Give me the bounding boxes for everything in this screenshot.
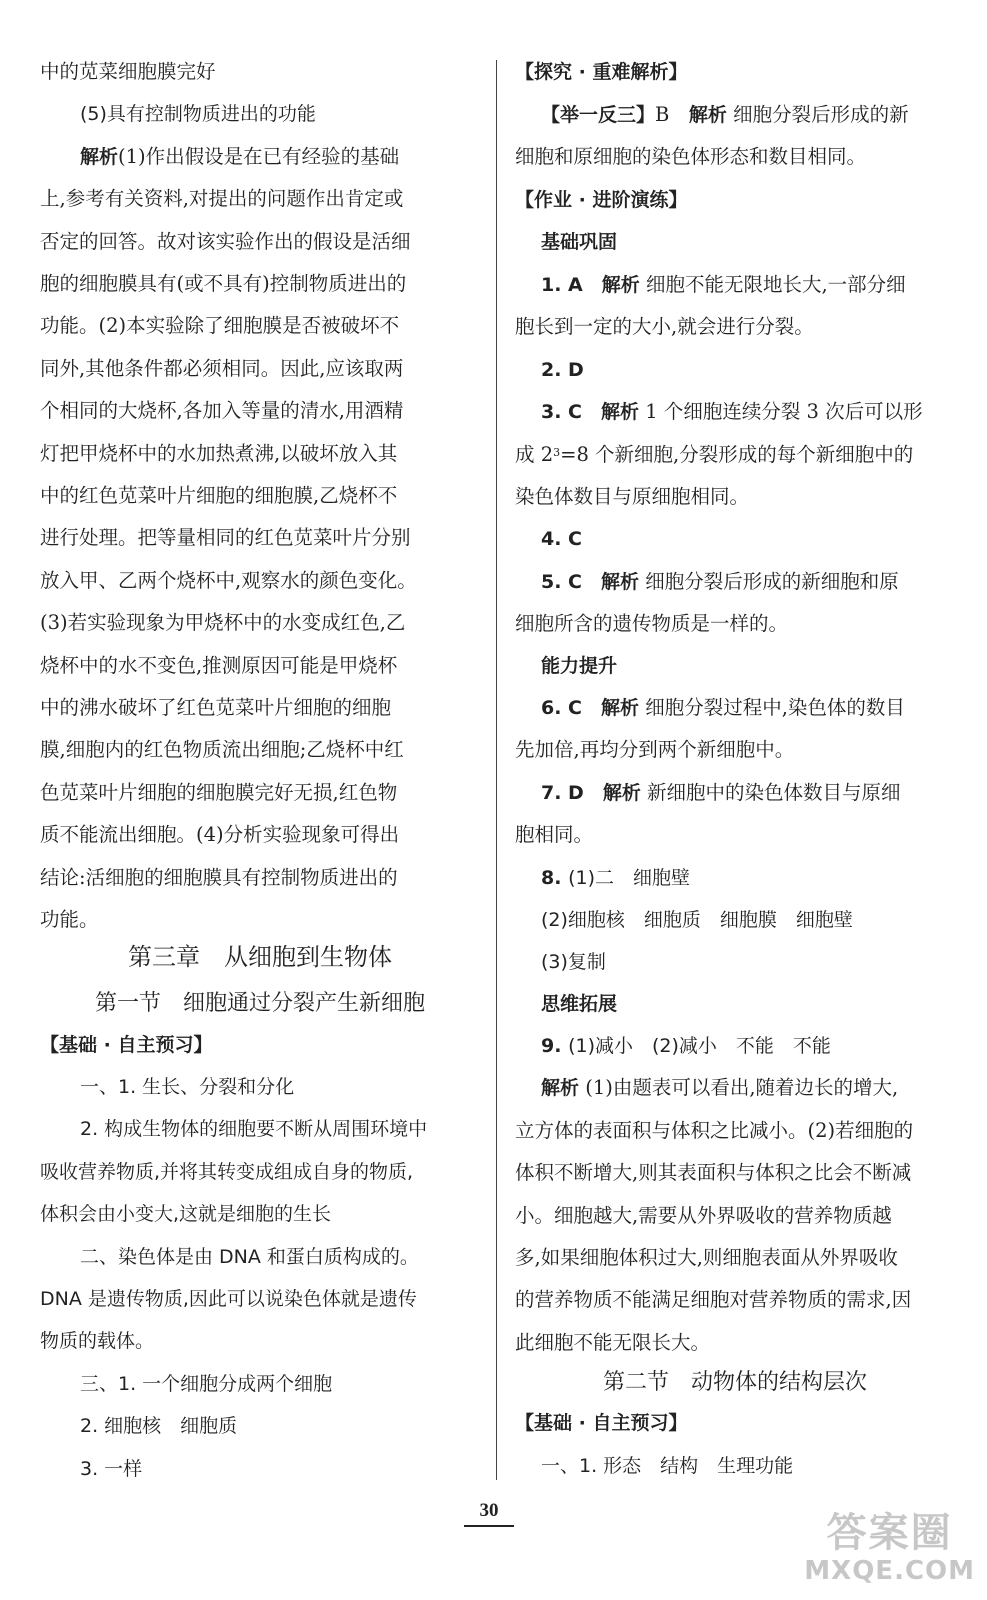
text-line <box>40 694 480 722</box>
analysis-label: 解析 <box>688 104 727 126</box>
text-line <box>515 1074 955 1102</box>
section-title: 第一节 细胞通过分裂产生新细胞 <box>94 991 425 1016</box>
text-line <box>515 1159 955 1187</box>
text-line <box>515 483 955 511</box>
text-line <box>40 1200 480 1228</box>
text-line <box>515 736 955 764</box>
line-text: B <box>655 103 689 126</box>
line-text: 细胞不能无限地长大,一部分细 <box>639 273 906 296</box>
line-text: 的营养物质不能满足细胞对营养物质的需求,因 <box>515 1288 912 1312</box>
text-line <box>515 525 955 553</box>
text-line <box>515 356 955 384</box>
subsection-label: 思维拓展 <box>541 993 618 1015</box>
line-text: 1 个细胞连续分裂 3 次后可以形 <box>639 400 923 424</box>
text-line <box>515 1202 955 1230</box>
section-header: 【基础 · 自主预习】 <box>515 1412 688 1434</box>
text-line <box>40 652 480 680</box>
line-text: 吸收营养物质,并将其转变成组成自身的物质, <box>40 1160 414 1183</box>
line-text: (1)二 细胞壁 <box>568 866 690 889</box>
line-text: 上,参考有关资料,对提出的问题作出肯定或 <box>40 187 404 211</box>
line-text: (3)复制 <box>541 951 606 974</box>
text-line <box>40 1327 480 1355</box>
section-header: 【基础 · 自主预习】 <box>40 1034 213 1056</box>
line-text: 新细胞中的染色体数目与原细 <box>640 780 901 804</box>
line-text: 中的红色苋菜叶片细胞的细胞膜,乙烧杯不 <box>40 484 398 507</box>
text-line <box>40 736 480 764</box>
text-line <box>515 568 955 596</box>
answer-key: 解析 <box>80 145 119 168</box>
line-text: (3)若实验现象为甲烧杯中的水变成红色,乙 <box>40 611 406 635</box>
watermark-title: 答案圈 <box>826 1510 953 1556</box>
answer-key: 【举一反三】 <box>541 104 656 126</box>
line-text: 中的苋菜细胞膜完好 <box>40 60 216 83</box>
answer-key: 3. C <box>541 401 601 424</box>
text-line <box>515 398 955 426</box>
answer-key: 2. D <box>541 358 584 381</box>
line-text: 2. 细胞核 细胞质 <box>80 1415 238 1438</box>
text-line <box>40 440 480 468</box>
line-text: 功能。(2)本实验除了细胞膜是否被破坏不 <box>40 314 400 338</box>
line-text: 立方体的表面积与体积之比减小。(2)若细胞的 <box>515 1118 914 1142</box>
line-text: (1)作出假设是在已有经验的基础 <box>118 144 400 168</box>
page-number: 30 <box>464 1497 514 1527</box>
text-line <box>40 1285 480 1313</box>
text-line <box>515 1032 955 1060</box>
line-text: 体积会由小变大,这就是细胞的生长 <box>40 1203 332 1226</box>
text-line <box>515 1452 955 1480</box>
line-text: (1)减小 (2)减小 不能 不能 <box>568 1035 831 1057</box>
analysis-label: 解析 <box>601 697 640 719</box>
line-text: 3. 一样 <box>80 1457 143 1480</box>
text-line <box>515 948 955 976</box>
line-text: 同外,其他条件都必须相同。因此,应该取两 <box>40 356 404 380</box>
line-text: 灯把甲烧杯中的水加热煮沸,以破坏放入其 <box>40 441 398 465</box>
answer-key: 8. <box>541 866 569 889</box>
text-line <box>515 610 955 638</box>
text-line <box>515 906 955 934</box>
line-text: 先加倍,再均分到两个新细胞中。 <box>515 738 795 762</box>
superscript: 3 <box>553 445 561 459</box>
line-text: 小。细胞越大,需要从外界吸收的营养物质越 <box>515 1203 892 1227</box>
watermark-logo <box>804 1510 975 1586</box>
section-header: 【探究 · 重难解析】 <box>515 61 688 83</box>
answer-key: 1. A <box>541 274 602 296</box>
line-text: 细胞分裂后形成的新细胞和原 <box>639 569 899 593</box>
text-line <box>515 101 955 129</box>
line-text: 结论:活细胞的细胞膜具有控制物质进出的 <box>40 865 398 889</box>
line-text: 物质的载体。 <box>40 1330 155 1353</box>
line-text: 染色体数目与原细胞相同。 <box>515 485 750 508</box>
text-line <box>40 185 480 213</box>
line-text: 胞相同。 <box>515 823 594 847</box>
analysis-label: 解析 <box>602 781 641 804</box>
line-text: 此细胞不能无限长大。 <box>515 1330 711 1354</box>
line-text: 胞长到一定的大小,就会进行分裂。 <box>515 315 814 339</box>
text-line <box>40 312 480 340</box>
text-line <box>40 270 480 298</box>
line-text: 一、1. 形态 结构 生理功能 <box>541 1455 794 1477</box>
line-text: 放入甲、乙两个烧杯中,观察水的颜色变化。 <box>40 568 417 592</box>
answer-key: 6. C <box>541 697 601 719</box>
analysis-label: 解析 <box>601 570 640 593</box>
watermark-url: MXQE.COM <box>804 1556 975 1586</box>
line-text: 二、染色体是由 DNA 和蛋白质构成的。 <box>80 1245 419 1268</box>
answer-key: 4. C <box>541 528 582 551</box>
text-line <box>40 397 480 425</box>
text-line <box>40 1243 480 1271</box>
analysis-label: 解析 <box>601 274 640 296</box>
subsection-label: 能力提升 <box>541 655 618 677</box>
text-line <box>515 1244 955 1272</box>
text-line <box>40 609 480 637</box>
text-line <box>40 1115 480 1143</box>
line-text: 否定的回答。故对该实验作出的假设是活细 <box>40 229 411 253</box>
line-text: 功能。 <box>40 908 99 931</box>
text-line <box>40 1073 480 1101</box>
line-text: 成 2 <box>515 442 554 466</box>
line-text: 多,如果细胞体积过大,则细胞表面从外界吸收 <box>515 1246 898 1269</box>
line-text: 细胞分裂过程中,染色体的数目 <box>639 696 905 719</box>
line-text: 胞的细胞膜具有(或不具有)控制物质进出的 <box>40 272 407 295</box>
line-text: 三、1. 一个细胞分成两个细胞 <box>80 1372 333 1395</box>
text-line <box>40 821 480 849</box>
answer-key: 解析 <box>541 1077 580 1100</box>
text-line <box>40 100 480 128</box>
text-line <box>40 1455 480 1483</box>
text-line <box>515 821 955 849</box>
section-title: 第二节 动物体的结构层次 <box>602 1370 867 1395</box>
text-line <box>515 441 955 469</box>
line-text: 体积不断增大,则其表面积与体积之比会不断减 <box>515 1161 912 1185</box>
line-text: (1)由题表可以看出,随着边长的增大, <box>579 1076 899 1100</box>
line-text: (5)具有控制物质进出的功能 <box>80 103 316 126</box>
line-text: 进行处理。把等量相同的红色苋菜叶片分别 <box>40 526 411 550</box>
subsection-label: 基础巩固 <box>541 231 618 253</box>
text-line <box>515 271 955 299</box>
text-line <box>515 779 955 807</box>
line-text: 一、1. 生长、分裂和分化 <box>80 1076 295 1098</box>
text-line <box>515 143 955 171</box>
text-line <box>40 58 480 86</box>
text-line <box>40 906 480 934</box>
text-line <box>40 1370 480 1398</box>
line-text: 细胞分裂后形成的新 <box>726 103 909 126</box>
answer-key: 9. <box>541 1035 569 1057</box>
text-line <box>40 143 480 171</box>
line-text: 色苋菜叶片细胞的细胞膜完好无损,红色物 <box>40 780 398 804</box>
line-text: =8 个新细胞,分裂形成的每个新细胞中的 <box>560 442 914 466</box>
text-line <box>40 1412 480 1440</box>
chapter-title: 第三章 从细胞到生物体 <box>128 943 392 971</box>
line-text: DNA 是遗传物质,因此可以说染色体就是遗传 <box>40 1288 417 1310</box>
answer-key: 5. C <box>541 570 601 593</box>
text-line <box>40 864 480 892</box>
text-line <box>515 1286 955 1314</box>
text-line <box>40 524 480 552</box>
text-line <box>40 482 480 510</box>
line-text: 中的沸水破坏了红色苋菜叶片细胞的细胞 <box>40 696 392 719</box>
line-text: 2. 构成生物体的细胞要不断从周围环境中 <box>80 1118 428 1141</box>
line-text: (2)细胞核 细胞质 细胞膜 细胞壁 <box>541 909 853 931</box>
answer-key: 7. D <box>541 781 603 804</box>
text-line <box>40 355 480 383</box>
text-line <box>40 779 480 807</box>
line-text: 细胞所含的遗传物质是一样的。 <box>515 612 789 636</box>
text-line <box>40 228 480 256</box>
column-divider <box>496 60 497 1480</box>
text-line <box>515 1117 955 1145</box>
text-line <box>515 313 955 341</box>
text-line <box>515 864 955 892</box>
text-line <box>515 1329 955 1357</box>
line-text: 质不能流出细胞。(4)分析实验现象可得出 <box>40 823 400 847</box>
text-line <box>515 694 955 722</box>
analysis-label: 解析 <box>601 401 640 424</box>
line-text: 细胞和原细胞的染色体形态和数目相同。 <box>515 145 867 169</box>
section-header: 【作业 · 进阶演练】 <box>515 189 688 211</box>
line-text: 烧杯中的水不变色,推测原因可能是甲烧杯 <box>40 653 398 677</box>
text-line <box>40 1158 480 1186</box>
line-text: 膜,细胞内的红色物质流出细胞;乙烧杯中红 <box>40 738 404 762</box>
text-line <box>40 567 480 595</box>
line-text: 个相同的大烧杯,各加入等量的清水,用酒精 <box>40 399 404 423</box>
